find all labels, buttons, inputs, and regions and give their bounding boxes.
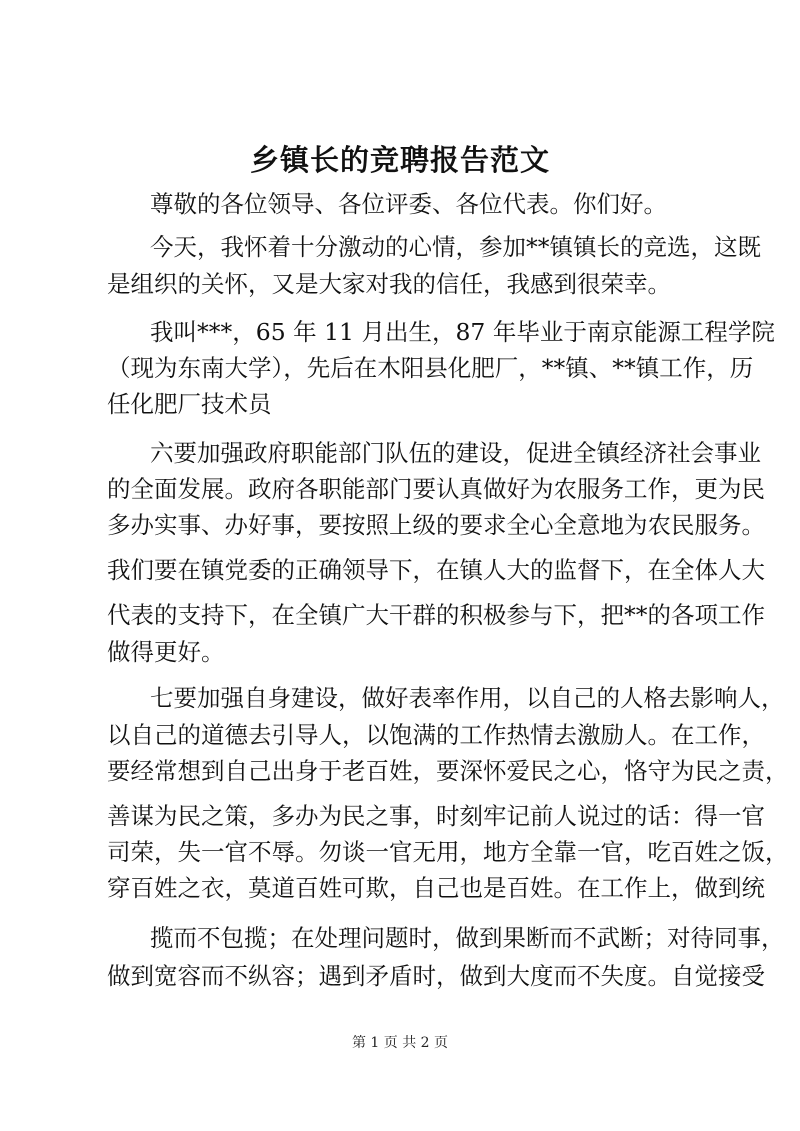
text-line: 穿百姓之衣，莫道百姓可欺，自己也是百姓。在工作上，做到统: [107, 874, 765, 902]
text-line: 善谋为民之策，多办为民之事，时刻牢记前人说过的话：得一官: [107, 802, 765, 830]
text-line: 做到宽容而不纵容；遇到矛盾时，做到大度而不失度。自觉接受: [107, 962, 765, 990]
text-line: 多办实事、办好事，要按照上级的要求全心全意地为农民服务。: [107, 511, 765, 539]
page-footer: 第 1 页 共 2 页: [351, 1035, 449, 1051]
text-line: 的全面发展。政府各职能部门要认真做好为农服务工作，更为民: [107, 475, 765, 503]
text-line: 六要加强政府职能部门队伍的建设，促进全镇经济社会事业: [150, 439, 761, 467]
text-line: 尊敬的各位领导、各位评委、各位代表。你们好。: [150, 190, 667, 218]
text-line: 我们要在镇党委的正确领导下，在镇人大的监督下，在全体人大: [107, 556, 765, 584]
text-line: 揽而不包揽；在处理问题时，做到果断而不武断；对待同事，: [150, 924, 785, 952]
text-line: 是组织的关怀，又是大家对我的信任，我感到很荣幸。: [107, 270, 671, 298]
document-title: 乡镇长的竞聘报告范文: [249, 143, 550, 177]
text-line: 司荣，失一官不辱。勿谈一官无用，地方全靠一官，吃百姓之饭，: [107, 838, 789, 866]
text-line: 要经常想到自己出身于老百姓，要深怀爱民之心，恪守为民之责，: [107, 757, 789, 785]
text-line: 今天，我怀着十分激动的心情，参加**镇镇长的竞选，这既: [150, 233, 761, 261]
text-line: 做得更好。: [107, 638, 225, 666]
text-line: 我叫***，65 年 11 月出生，87 年毕业于南京能源工程学院: [150, 318, 775, 346]
text-line: 七要加强自身建设，做好表率作用，以自己的人格去影响人，: [150, 684, 785, 712]
text-line: 以自己的道德去引导人，以饱满的工作热情去激励人。在工作，: [107, 721, 765, 749]
text-line: （现为东南大学），先后在木阳县化肥厂，**镇、**镇工作，历: [107, 354, 754, 382]
text-line: 任化肥厂技术员: [107, 390, 272, 418]
text-line: 代表的支持下，在全镇广大干群的积极参与下，把**的各项工作: [107, 601, 765, 629]
